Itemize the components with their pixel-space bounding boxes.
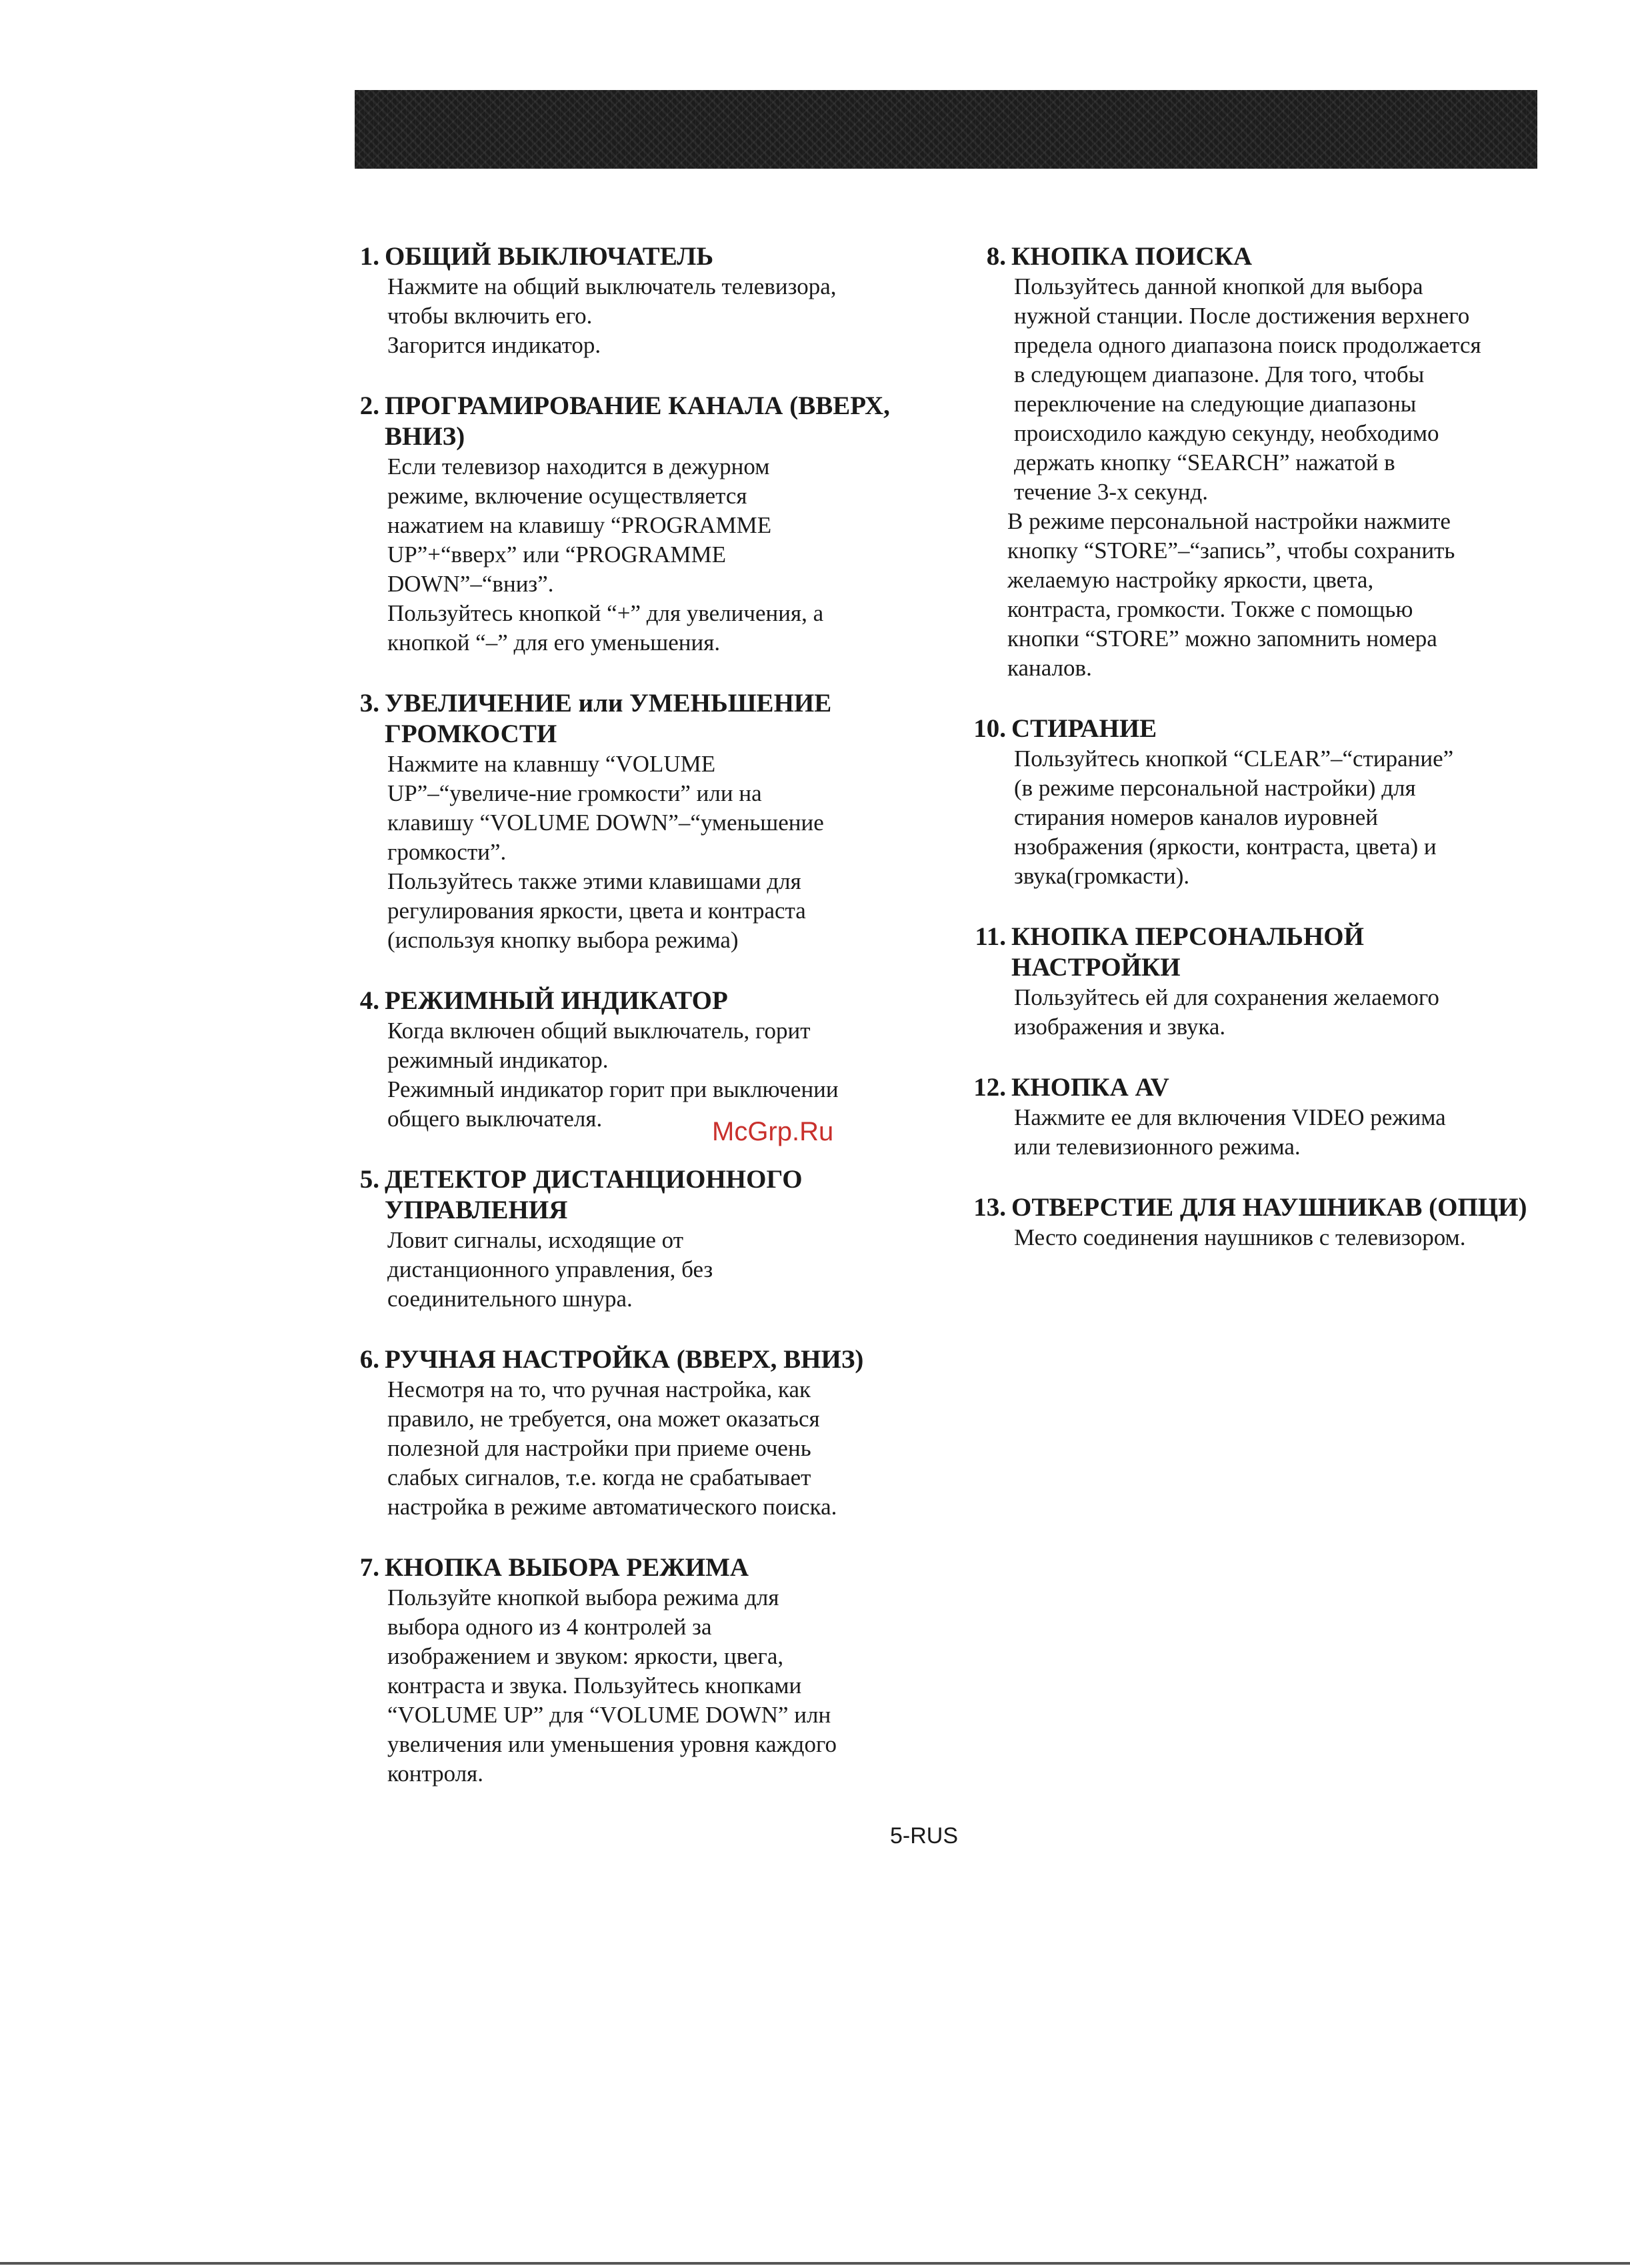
section-body: [1014, 1103, 1550, 1162]
text-line: Загорится индикатор.: [387, 332, 601, 358]
text-line: Нажмите ее для включения VIDEO режима: [1014, 1104, 1446, 1130]
section-number: 3.: [359, 689, 379, 718]
paragraph: [387, 1583, 923, 1789]
section-number: 13.: [973, 1193, 1006, 1222]
text-line: течение 3-х секунд.: [1014, 479, 1209, 505]
section-body: [1007, 272, 1550, 683]
section-10: [963, 714, 1550, 891]
text-line: нажатием на клавишу “PROGRAMME: [387, 512, 772, 538]
text-line: UP”–“увеличе-ние громкости” или на: [387, 780, 762, 806]
section-body: [1014, 1223, 1550, 1252]
text-line: Ловит сигналы, исходящие от: [387, 1227, 684, 1253]
text-line: изображением и звуком: яркости, цвега,: [387, 1643, 784, 1669]
text-line: Нажмите на общий выключатель телевизора,: [387, 273, 837, 299]
text-line: стирания номеров каналов иуровней: [1014, 804, 1379, 830]
text-line: В режиме персональной настройки нажмите: [1007, 508, 1451, 534]
text-line: клавишу “VOLUME DOWN”–“уменьшение: [387, 810, 824, 836]
section-title-line: ДЕТЕКТОР ДИСТАНЦИОННОГО: [385, 1165, 803, 1194]
section-body: [387, 1583, 923, 1789]
paragraph: [387, 1075, 923, 1134]
right-column: [963, 241, 1550, 1283]
paragraph: [387, 1016, 923, 1075]
page-number: 5-RUS: [890, 1823, 959, 1849]
text-line: соединительного шнура.: [387, 1286, 633, 1312]
header-bar: [355, 90, 1537, 169]
section-number: 7.: [359, 1553, 379, 1582]
paragraph: [1014, 1103, 1550, 1162]
section-title-line: НАСТРОЙКИ: [1011, 953, 1181, 982]
section-4: [337, 986, 923, 1134]
text-line: контроля.: [387, 1761, 484, 1787]
text-line: дистанционного управления, без: [387, 1256, 713, 1282]
section-title-line: КНОПКА ВЫБОРА РЕЖИМА: [385, 1553, 749, 1582]
section-title-line: КНОПКА ПОИСКА: [1011, 242, 1253, 271]
text-line: нужной станции. После достижения верхнего: [1014, 303, 1470, 329]
section-title: [385, 688, 923, 750]
section-title-line: ОБЩИЙ ВЫКЛЮЧАТЕЛЬ: [385, 242, 714, 271]
paragraph: [387, 1226, 923, 1314]
section-title: [385, 986, 923, 1016]
text-line: (используя кнопку выбора режима): [387, 927, 739, 953]
section-number: 8.: [986, 242, 1006, 271]
section-12: [963, 1072, 1550, 1162]
text-line: UP”+“вверх” или “PROGRAMME: [387, 541, 727, 568]
section-title-line: ПРОГРАМИРОВАНИЕ КАНАЛА (ВВЕРХ,: [385, 391, 890, 420]
text-line: настройка в режиме автоматического поиска.: [387, 1494, 837, 1520]
paragraph: [387, 867, 923, 955]
text-line: общего выключателя.: [387, 1106, 603, 1132]
text-line: слабых сигналов, т.е. когда не срабатывает: [387, 1464, 811, 1490]
paragraph: [1014, 744, 1550, 891]
paragraph: [387, 599, 923, 658]
section-6: [337, 1344, 923, 1522]
text-line: или телевизионного режима.: [1014, 1134, 1301, 1160]
text-line: каналов.: [1007, 655, 1092, 681]
paragraph: [1014, 272, 1550, 507]
section-number: 11.: [975, 922, 1006, 951]
section-title: [385, 1344, 923, 1375]
text-line: полезной для настройки при приеме очень: [387, 1435, 811, 1461]
text-line: выбора одного из 4 контролей за: [387, 1614, 712, 1640]
text-line: чтобы включить его.: [387, 303, 593, 329]
section-number: 4.: [359, 986, 379, 1015]
section-title-line: ГРОМКОСТИ: [385, 720, 557, 748]
paragraph: [387, 1375, 923, 1522]
section-title-line: РУЧНАЯ НАСТРОЙКА (ВВЕРХ, ВНИЗ): [385, 1345, 864, 1374]
text-line: переключение на следующие диапазоны: [1014, 391, 1417, 417]
text-line: желаемую настройку яркости, цвета,: [1007, 567, 1374, 593]
section-body: [387, 1016, 923, 1134]
section-title-line: УПРАВЛЕНИЯ: [385, 1196, 568, 1224]
section-title: [1011, 1192, 1550, 1223]
text-line: правило, не требуется, она может оказаться: [387, 1406, 820, 1432]
section-title: [385, 391, 923, 452]
text-line: Пользуйтесь ей для сохранения желаемого: [1014, 984, 1439, 1010]
text-line: контраста, громкости. Тoкже с помощью: [1007, 596, 1413, 622]
paragraph: [1014, 1223, 1550, 1252]
text-line: в следующем диапазоне. Для того, чтобы: [1014, 361, 1425, 387]
text-line: звука(громкасти).: [1014, 863, 1190, 889]
section-title: [1011, 241, 1550, 272]
section-body: [387, 1375, 923, 1522]
text-line: кнопки “STORE” можно запомнить номера: [1007, 626, 1437, 652]
text-line: увеличения или уменьшения уровня каждого: [387, 1731, 837, 1757]
text-line: контраста и звука. Пользуйтесь кнопками: [387, 1672, 802, 1698]
section-body: [1014, 983, 1550, 1042]
text-line: держать кнопку “SEARCH” нажатой в: [1014, 449, 1395, 475]
section-13: [963, 1192, 1550, 1252]
text-line: Пользуйтесь кнопкой “CLEAR”–“стирание”: [1014, 746, 1454, 772]
text-line: Режимный индикатор горит при выключении: [387, 1076, 839, 1102]
section-7: [337, 1552, 923, 1789]
text-line: Пользуйтесь также этими клавишами для: [387, 868, 801, 894]
section-body: [1014, 744, 1550, 891]
section-title-line: УВЕЛИЧЕНИЕ или УМЕНЬШЕНИЕ: [385, 689, 832, 718]
section-title: [1011, 714, 1550, 744]
text-line: происходило каждую секунду, необходимо: [1014, 420, 1439, 446]
text-line: кнопкой “–” для его уменьшения.: [387, 630, 721, 656]
section-title-line: КНОПКА AV: [1011, 1073, 1169, 1102]
section-title-line: РЕЖИМНЫЙ ИНДИКАТОР: [385, 986, 728, 1015]
text-line: Пользуйтесь кнопкой “+” для увеличения, а: [387, 600, 824, 626]
section-title: [1011, 922, 1550, 983]
section-number: 2.: [359, 391, 379, 420]
section-number: 1.: [359, 242, 379, 271]
section-number: 12.: [973, 1073, 1006, 1102]
section-number: 10.: [973, 714, 1006, 743]
section-8: [963, 241, 1550, 683]
text-line: Место соединения наушников с телевизором.: [1014, 1224, 1466, 1250]
section-title-line: СТИРАНИЕ: [1011, 714, 1157, 743]
section-body: [387, 272, 923, 360]
section-body: [387, 1226, 923, 1314]
section-number: 6.: [359, 1345, 379, 1374]
paragraph: [1007, 507, 1550, 683]
section-1: [337, 241, 923, 360]
text-line: Несмотря на то, что ручная настройка, как: [387, 1376, 811, 1402]
text-line: Пользуйте кнопкой выбора режима для: [387, 1584, 779, 1610]
paragraph: [387, 750, 923, 867]
paragraph: [387, 452, 923, 599]
section-title: [385, 1552, 923, 1583]
section-title: [385, 241, 923, 272]
text-line: режиме, включение осуществляется: [387, 483, 747, 509]
text-line: DOWN”–“вниз”.: [387, 571, 554, 597]
paragraph: [387, 331, 923, 360]
text-line: режимный индикатор.: [387, 1047, 609, 1073]
section-number: 5.: [359, 1165, 379, 1194]
section-title-line: КНОПКА ПЕРСОНАЛЬНОЙ: [1011, 922, 1364, 951]
section-title-line: ОТВЕРСТИЕ ДЛЯ НАУШНИКАВ (ОПЦИ): [1011, 1193, 1527, 1222]
text-line: Когда включен общий выключатель, горит: [387, 1018, 811, 1044]
section-body: [387, 750, 923, 955]
text-line: нзображения (яркости, контраста, цвета) и: [1014, 834, 1437, 860]
text-line: Если телевизор находится в дежурном: [387, 453, 770, 479]
paragraph: [387, 272, 923, 331]
text-line: “VOLUME UP” для “VOLUME DOWN” илн: [387, 1702, 831, 1728]
bottom-edge-line: [0, 2262, 1630, 2265]
text-line: громкости”.: [387, 839, 507, 865]
section-3: [337, 688, 923, 955]
text-line: (в режиме персональной настройки) для: [1014, 775, 1416, 801]
section-2: [337, 391, 923, 658]
text-line: кнопку “STORE”–“запись”, чтобы сохранить: [1007, 537, 1455, 563]
section-11: [963, 922, 1550, 1042]
text-line: Пользуйтесь данной кнопкой для выбора: [1014, 273, 1423, 299]
section-body: [387, 452, 923, 658]
text-line: изображения и звука.: [1014, 1014, 1226, 1040]
text-line: Нажмите на клавншу “VOLUME: [387, 751, 716, 777]
text-line: предела одного диапазона поиск продолжается: [1014, 332, 1481, 358]
section-title: [1011, 1072, 1550, 1103]
paragraph: [1014, 983, 1550, 1042]
section-title-line: ВНИЗ): [385, 422, 465, 451]
left-column: [337, 241, 923, 1819]
text-line: регулирования яркости, цвета и контраста: [387, 898, 806, 924]
section-5: [337, 1164, 923, 1314]
section-title: [385, 1164, 923, 1226]
watermark: McGrp.Ru: [712, 1117, 834, 1146]
